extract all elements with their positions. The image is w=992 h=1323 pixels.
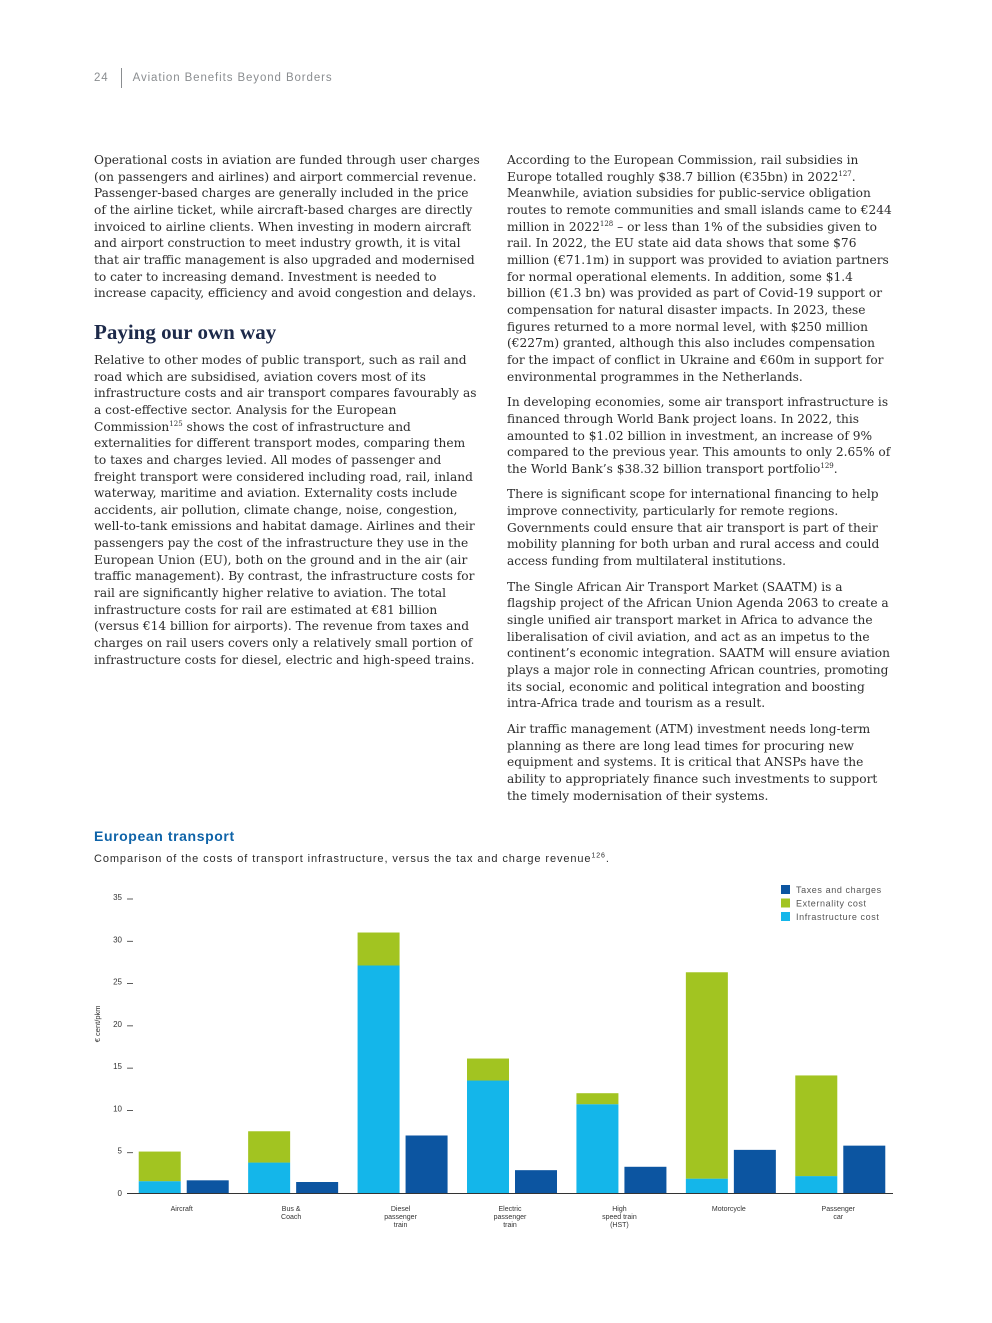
paragraph: Air traffic management (ATM) investment needs long-term planning as there are long lead times for procuring new equipment and systems. It is critical that ANSPs have the ability to appropriately finance such investments to support the timely modernisation of their systems. bbox=[507, 722, 878, 803]
externality-cost-bar bbox=[686, 972, 728, 1178]
footnote-ref[interactable]: 126 bbox=[591, 852, 606, 860]
infrastructure-cost-bar bbox=[795, 1176, 837, 1193]
text-run: Relative to other modes of public transport, such as rail and road which are subsidised, aviation covers most of its infrastructure costs and air transport compares favourably as a cost-effective sector. Analysis for the European Commission bbox=[94, 352, 477, 434]
taxes-charges-bar bbox=[843, 1146, 885, 1193]
paragraph bbox=[507, 152, 893, 385]
legend-label: Taxes and charges bbox=[796, 885, 882, 895]
taxes-charges-bar bbox=[515, 1170, 557, 1193]
x-tick-label: Aircraft bbox=[170, 1206, 193, 1213]
externality-cost-bar bbox=[467, 1059, 509, 1081]
x-tick-label: Passenger bbox=[821, 1206, 856, 1213]
bar-chart bbox=[85, 878, 905, 1238]
x-tick-label: speed train bbox=[602, 1214, 637, 1221]
figure-subtitle bbox=[94, 853, 610, 865]
infrastructure-cost-bar bbox=[686, 1179, 728, 1193]
y-axis-label: € cent/pkm bbox=[93, 1005, 102, 1043]
text-run: According to the European Commission, rail subsidies in Europe totalled roughly $38.7 billion (€35bn) in 2022 bbox=[507, 153, 859, 184]
x-tick-label: passenger bbox=[384, 1214, 417, 1221]
text-run: – or less than 1% of the subsidies given to rail. In 2022, the EU state aid data shows that some $76 million (€71.1m) in support was provided to aviation partners for normal operational elements. In addition, some $1.4 billion (€1.3 bn) was provided as part of Covid-19 support or compensation for natural disaster impacts. In 2023, these figures returned to a more normal level, with $250 million (€227m) granted, although this also includes compensation for the impact of conflict in Ukraine and €60m in support for environmental programmes in the Netherlands. bbox=[507, 219, 889, 384]
footnote-ref[interactable]: 129 bbox=[820, 461, 834, 470]
publication-title: Aviation Benefits Beyond Borders bbox=[132, 72, 333, 84]
x-tick-label: train bbox=[393, 1222, 408, 1229]
externality-cost-bar bbox=[248, 1131, 290, 1162]
externality-cost-bar bbox=[358, 933, 400, 966]
header-divider bbox=[121, 68, 122, 88]
x-tick-label: car bbox=[833, 1214, 844, 1221]
paragraph: There is significant scope for international financing to help improve connectivity, particularly for remote regions. Governments could ensure that air transport is part of their mobility planning for both urban and rural access and could access funding from multilateral institutions. bbox=[507, 487, 880, 569]
x-tick-label: Motorcycle bbox=[711, 1206, 746, 1213]
legend-label: Infrastructure cost bbox=[796, 912, 880, 922]
left-column bbox=[94, 152, 480, 677]
footnote-ref[interactable]: 125 bbox=[169, 419, 183, 428]
infrastructure-cost-bar bbox=[576, 1104, 618, 1193]
x-tick-label: passenger bbox=[493, 1214, 527, 1221]
right-column bbox=[507, 152, 893, 813]
legend-label: Externality cost bbox=[796, 898, 867, 909]
paragraph: The Single African Air Transport Market (SAATM) is a flagship project of the African Union Agenda 2063 to create a single unified air transport market in Africa to advance the liberalisation of civil aviation, and act as an impetus to the continent’s economic integration. SAATM will ensure aviation plays a major role in connecting African countries, promoting its social, economic and political integration and boosting intra-Africa trade and tourism as a result. bbox=[507, 579, 890, 711]
text-run: shows the cost of infrastructure and externalities for different transport modes, comparing them to taxes and charges levied. All modes of passenger and freight transport were considered including road, rail, inland waterway, maritime and aviation. Externality costs include accidents, air pollution, climate change, noise, congestion, well-to-tank emissions and habitat damage. Airlines and their passengers pay the cost of the infrastructure they use in the European Union (EU), both on the ground and in the air (air traffic management). By contrast, the infrastructure costs for rail are significantly higher relative to aviation. The total infrastructure costs for rail are estimated at €81 billion (versus €14 billion for airports). The revenue from taxes and charges on rail users covers only a relatively small portion of infrastructure costs for diesel, electric and high-speed trains. bbox=[94, 419, 475, 667]
x-tick-label: (HST) bbox=[610, 1222, 629, 1229]
externality-cost-bar bbox=[795, 1075, 837, 1176]
text-run: Comparison of the costs of transport infrastructure, versus the tax and charge revenue bbox=[94, 853, 592, 865]
paragraph bbox=[507, 394, 893, 477]
paragraph bbox=[94, 352, 480, 668]
text-run: . Meanwhile, aviation subsidies for public-service obligation routes to remote communities and small islands came to €244 million in 2022 bbox=[507, 169, 892, 234]
y-tick-label: 20 bbox=[113, 1019, 122, 1029]
externality-cost-bar bbox=[139, 1152, 181, 1182]
legend-swatch bbox=[781, 885, 790, 894]
x-tick-label: High bbox=[612, 1206, 627, 1213]
x-tick-label: Coach bbox=[281, 1214, 302, 1221]
taxes-charges-bar bbox=[734, 1150, 776, 1193]
text-run: . bbox=[605, 853, 610, 865]
infrastructure-cost-bar bbox=[467, 1081, 509, 1193]
x-tick-label: Diesel bbox=[390, 1206, 411, 1213]
y-tick-label: 10 bbox=[113, 1104, 122, 1114]
text-run: . bbox=[833, 461, 838, 476]
infrastructure-cost-bar bbox=[358, 966, 400, 1193]
taxes-charges-bar bbox=[296, 1182, 338, 1193]
x-tick-label: Bus & bbox=[281, 1206, 301, 1213]
paragraph: Operational costs in aviation are funded through user charges (on passengers and airlines) and airport commercial revenue. Passenger-based charges are generally included in the price of the airline ticket, while aircraft-based charges are directly invoiced to airline clients. When investing in modern aircraft and airport construction to meet industry growth, it is vital that air traffic management is also upgraded and modernised to cater to increasing demand. Investment is needed to increase capacity, efficiency and avoid congestion and delays. bbox=[94, 153, 480, 301]
y-tick-label: 0 bbox=[117, 1189, 122, 1198]
page-number: 24 bbox=[94, 72, 109, 84]
footnote-ref[interactable]: 127 bbox=[838, 169, 852, 178]
y-tick-label: 35 bbox=[113, 893, 122, 902]
y-tick-label: 15 bbox=[113, 1062, 122, 1072]
y-tick-label: 30 bbox=[113, 935, 122, 945]
figure-title: European transport bbox=[94, 828, 235, 844]
taxes-charges-bar bbox=[406, 1135, 448, 1193]
y-tick-label: 5 bbox=[117, 1146, 122, 1156]
taxes-charges-bar bbox=[624, 1167, 666, 1193]
footnote-ref[interactable]: 128 bbox=[599, 219, 614, 228]
y-tick-label: 25 bbox=[113, 977, 122, 987]
externality-cost-bar bbox=[576, 1093, 618, 1104]
text-run: In developing economies, some air transport infrastructure is financed through World Bank project loans. In 2022, this amounted to $1.02 billion in investment, an increase of 9% compared to the previous year. This amounts to only 2.65% of the World Bank’s $38.32 billion transport portfolio bbox=[507, 395, 891, 476]
legend-swatch bbox=[781, 899, 790, 908]
x-tick-label: Electric bbox=[498, 1206, 522, 1213]
x-tick-label: train bbox=[503, 1222, 517, 1229]
section-heading: Paying our own way bbox=[94, 319, 277, 344]
infrastructure-cost-bar bbox=[248, 1163, 290, 1193]
page-header bbox=[94, 68, 333, 88]
infrastructure-cost-bar bbox=[139, 1181, 181, 1193]
taxes-charges-bar bbox=[187, 1180, 229, 1193]
legend-swatch bbox=[781, 912, 790, 921]
